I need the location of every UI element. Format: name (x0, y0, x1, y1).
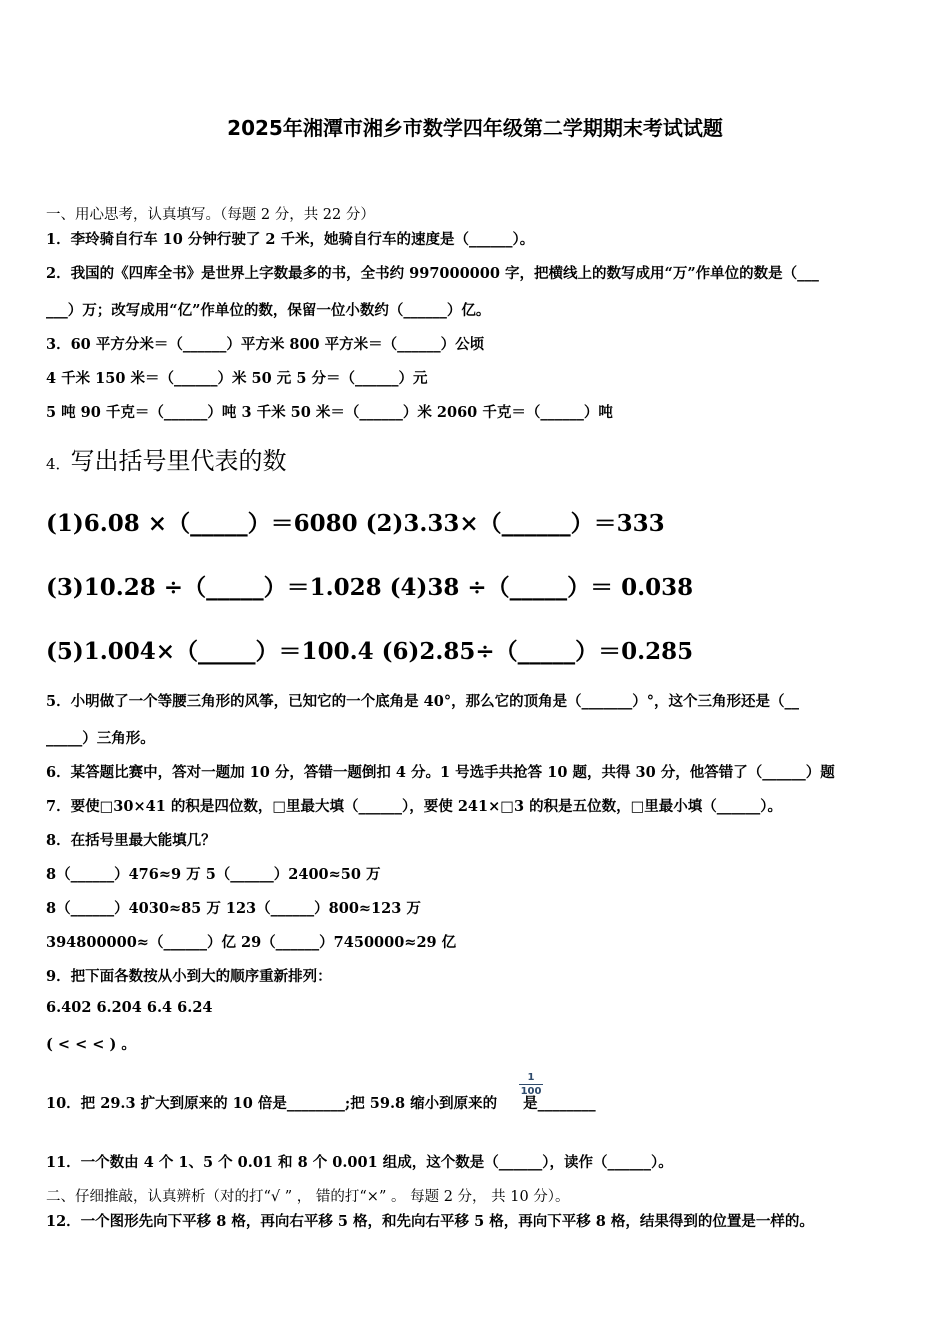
question-9-answer-blank: ( < < < ) 。 (46, 1036, 136, 1053)
question-3-line-2: 4 千米 150 米＝（______）米 50 元 5 分＝（______）元 (46, 370, 428, 387)
fraction-numerator: 1 (527, 1072, 535, 1083)
section-2-heading: 二、仔细推敲，认真辨析（对的打“√ ” ， 错的打“×” 。 每题 2 分， 共 10 分）。 (46, 1189, 570, 1205)
question-9-heading: 9．把下面各数按从小到大的顺序重新排列： (46, 968, 332, 985)
fraction-bar (519, 1084, 543, 1085)
question-9-numbers: 6.402 6.204 6.4 6.24 (46, 999, 213, 1016)
question-6: 6．某答题比赛中，答对一题加 10 分，答错一题倒扣 4 分。1 号选手共抢答 10 题，共得 30 分，他答错了（______）题 (46, 764, 835, 781)
question-12: 12．一个图形先向下平移 8 格，再向右平移 5 格，和先向右平移 5 格，再向下平移 8 格，结果得到的位置是一样的。 (46, 1213, 814, 1230)
fraction-one-hundredth (519, 1072, 543, 1097)
question-8-row-2: 8（______）4030≈85 万 123（______）800≈123 万 (46, 900, 421, 917)
question-3-line-1: 3．60 平方分米＝（______）平方米 800 平方米＝（______）公顷 (46, 336, 485, 353)
question-3-line-3: 5 吨 90 千克＝（______）吨 3 千米 50 米＝（______）米 2060 千克＝（______）吨 (46, 404, 613, 421)
question-10 (46, 1092, 596, 1113)
question-10-part-b: 是________ (523, 1095, 596, 1112)
question-4-row-2: (3)10.28 ÷（_____）＝1.028 (4)38 ÷（_____）＝ 0.038 (46, 574, 694, 601)
question-7: 7．要使□30×41 的积是四位数，□里最大填（______），要使 241×□3 的积是五位数，□里最小填（______）。 (46, 798, 783, 815)
question-8-row-1: 8（______）476≈9 万 5（______）2400≈50 万 (46, 866, 381, 883)
fraction-denominator: 100 (520, 1086, 542, 1097)
question-2-line-1: 2．我国的《四库全书》是世界上字数最多的书，全书约 997000000 字，把横线上的数写成用“万”作单位的数是（___ (46, 265, 819, 282)
question-10-part-a: 10．把 29.3 扩大到原来的 10 倍是________;把 59.8 缩小到原来的 (46, 1095, 498, 1112)
question-5-line-1: 5．小明做了一个等腰三角形的风筝，已知它的一个底角是 40°，那么它的顶角是（_______）°，这个三角形还是（__ (46, 693, 800, 710)
question-11: 11．一个数由 4 个 1、5 个 0.01 和 8 个 0.001 组成，这个数是（______），读作（______）。 (46, 1154, 673, 1171)
section-1-heading: 一、用心思考，认真填写。（每题 2 分，共 22 分） (46, 207, 375, 223)
question-1: 1．李玲骑自行车 10 分钟行驶了 2 千米，她骑自行车的速度是（______）。 (46, 231, 535, 248)
question-8-heading: 8．在括号里最大能填几？ (46, 832, 216, 849)
question-4-row-3: (5)1.004×（_____）＝100.4 (6)2.85÷（_____）＝0.285 (46, 638, 694, 665)
question-5-line-2: _____）三角形。 (46, 730, 155, 747)
question-2-line-2: ___）万；改写成用“亿”作单位的数，保留一位小数约（______）亿。 (46, 302, 491, 319)
question-4-instruction: 写出括号里代表的数 (70, 447, 287, 475)
question-4-heading (46, 441, 287, 476)
question-4-row-1: (1)6.08 ×（_____）＝6080 (2)3.33×（______）＝333 (46, 510, 665, 537)
page-title: 2025年湘潭市湘乡市数学四年级第二学期期末考试试题 (227, 116, 723, 140)
question-8-row-3: 394800000≈（______）亿 29（______）7450000≈29 亿 (46, 934, 457, 951)
question-4-number: 4． (46, 455, 71, 473)
